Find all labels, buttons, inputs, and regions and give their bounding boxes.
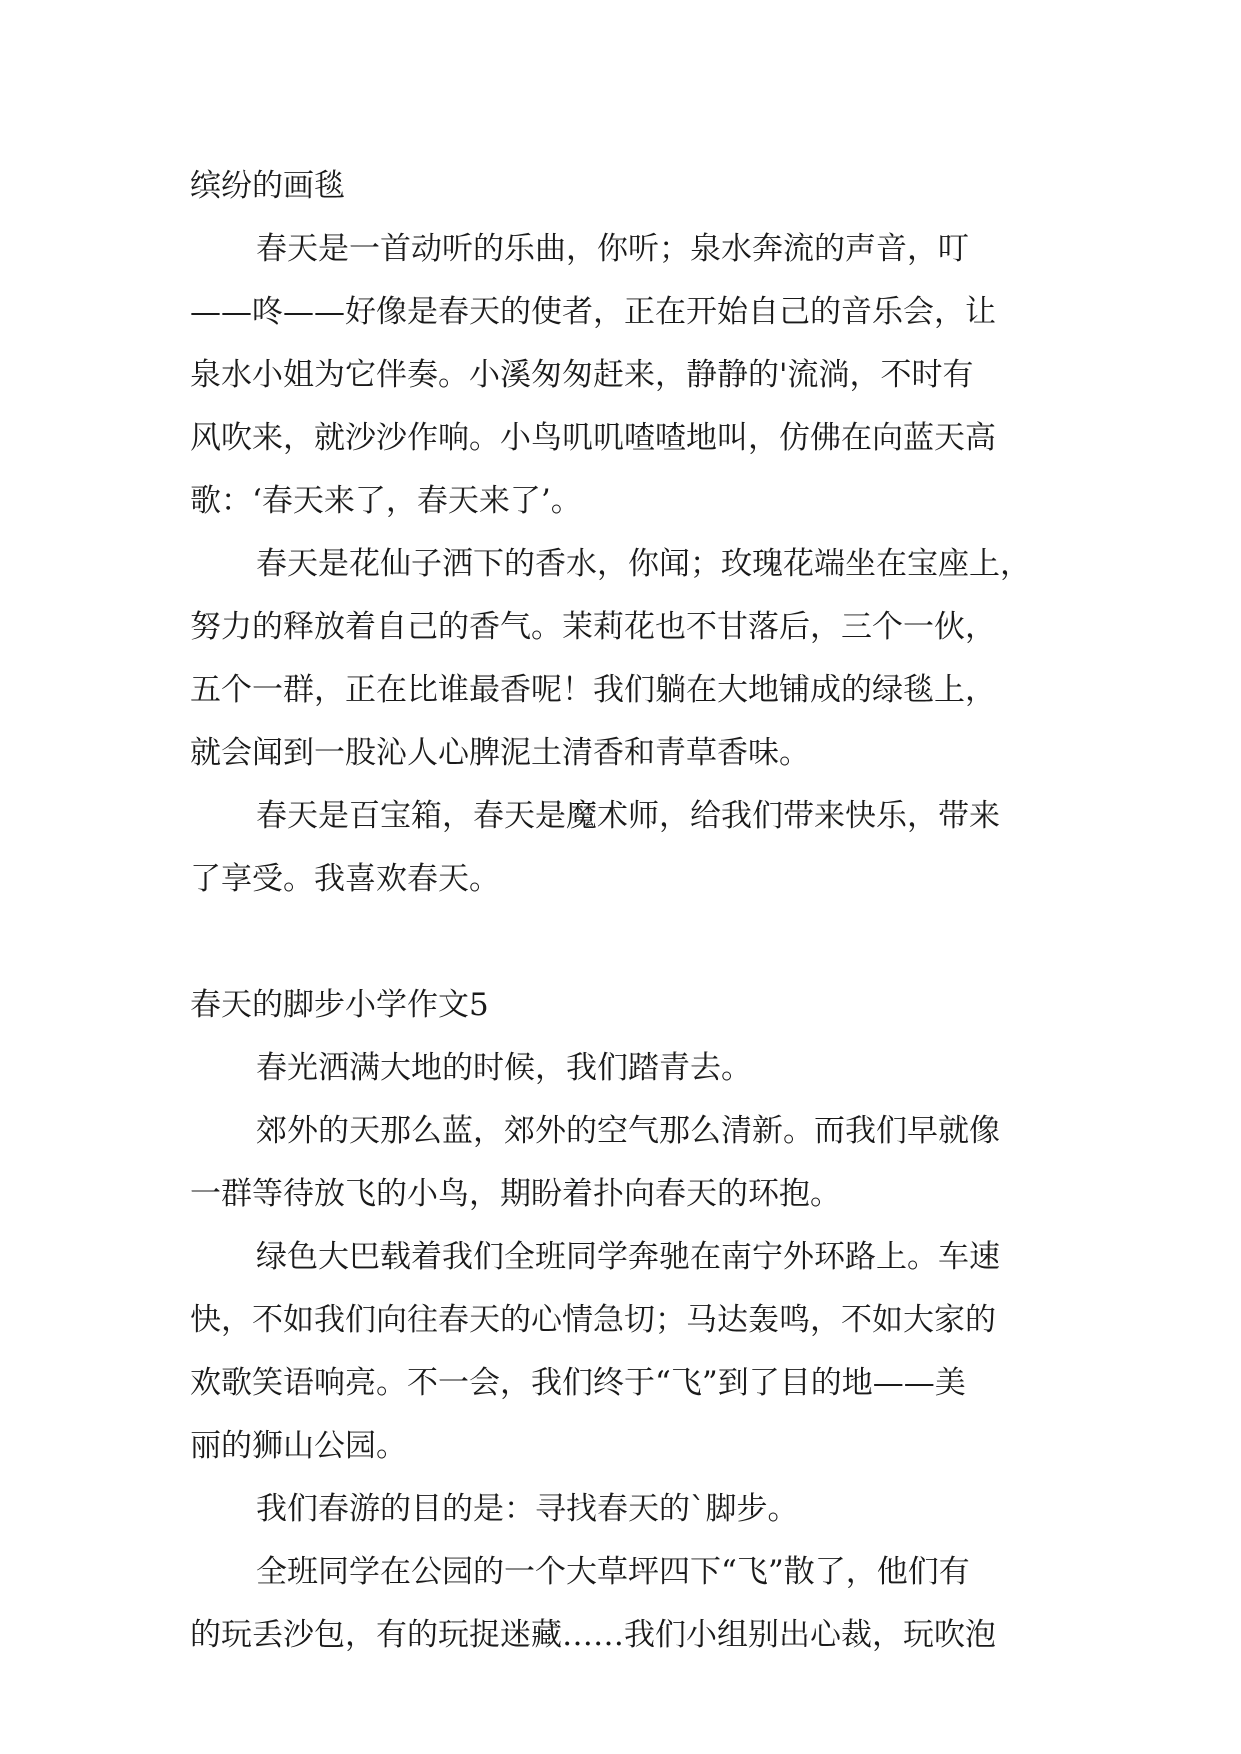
paragraph-line: 就会闻到一股沁人心脾泥土清香和青草香味。 — [190, 735, 810, 771]
paragraph-line: 了享受。我喜欢春天。 — [190, 861, 500, 897]
paragraph-line: 欢歌笑语响亮。不一会，我们终于“飞”到了目的地——美 — [190, 1365, 966, 1401]
paragraph-line: 绿色大巴载着我们全班同学奔驰在南宁外环路上。车速 — [256, 1239, 1000, 1275]
paragraph-line: 春天是花仙子洒下的香水，你闻；玫瑰花端坐在宝座上， — [256, 546, 1031, 582]
paragraph-line: 一群等待放飞的小鸟，期盼着扑向春天的环抱。 — [190, 1176, 841, 1212]
paragraph-line: 我们春游的目的是：寻找春天的`脚步。 — [256, 1491, 799, 1527]
paragraph-line: 春天是百宝箱，春天是魔术师，给我们带来快乐，带来 — [256, 798, 1000, 834]
paragraph-line: 全班同学在公园的一个大草坪四下“飞”散了，他们有 — [256, 1554, 970, 1590]
paragraph-line: 的玩丢沙包，有的玩捉迷藏……我们小组别出心裁，玩吹泡 — [190, 1617, 996, 1653]
paragraph-line: 春天是一首动听的乐曲，你听；泉水奔流的声音，叮 — [256, 231, 969, 267]
section-title: 缤纷的画毯 — [190, 168, 345, 204]
paragraph-line: 风吹来，就沙沙作响。小鸟叽叽喳喳地叫，仿佛在向蓝天高 — [190, 420, 996, 456]
paragraph-line: 努力的释放着自己的香气。茉莉花也不甘落后，三个一伙， — [190, 609, 996, 645]
paragraph-line: 春光洒满大地的时候，我们踏青去。 — [256, 1050, 752, 1086]
paragraph-line: 丽的狮山公园。 — [190, 1428, 407, 1464]
paragraph-line: 歌：‘春天来了，春天来了’。 — [190, 483, 582, 519]
essay-title: 春天的脚步小学作文5 — [190, 987, 489, 1023]
paragraph-line: 五个一群，正在比谁最香呢！我们躺在大地铺成的绿毯上， — [190, 672, 996, 708]
paragraph-line: 快，不如我们向往春天的心情急切；马达轰鸣，不如大家的 — [190, 1302, 996, 1338]
paragraph-line: 泉水小姐为它伴奏。小溪匆匆赶来，静静的'流淌，不时有 — [190, 357, 974, 393]
paragraph-line: ——咚——好像是春天的使者，正在开始自己的音乐会，让 — [190, 294, 996, 330]
paragraph-line: 郊外的天那么蓝，郊外的空气那么清新。而我们早就像 — [256, 1113, 1000, 1149]
